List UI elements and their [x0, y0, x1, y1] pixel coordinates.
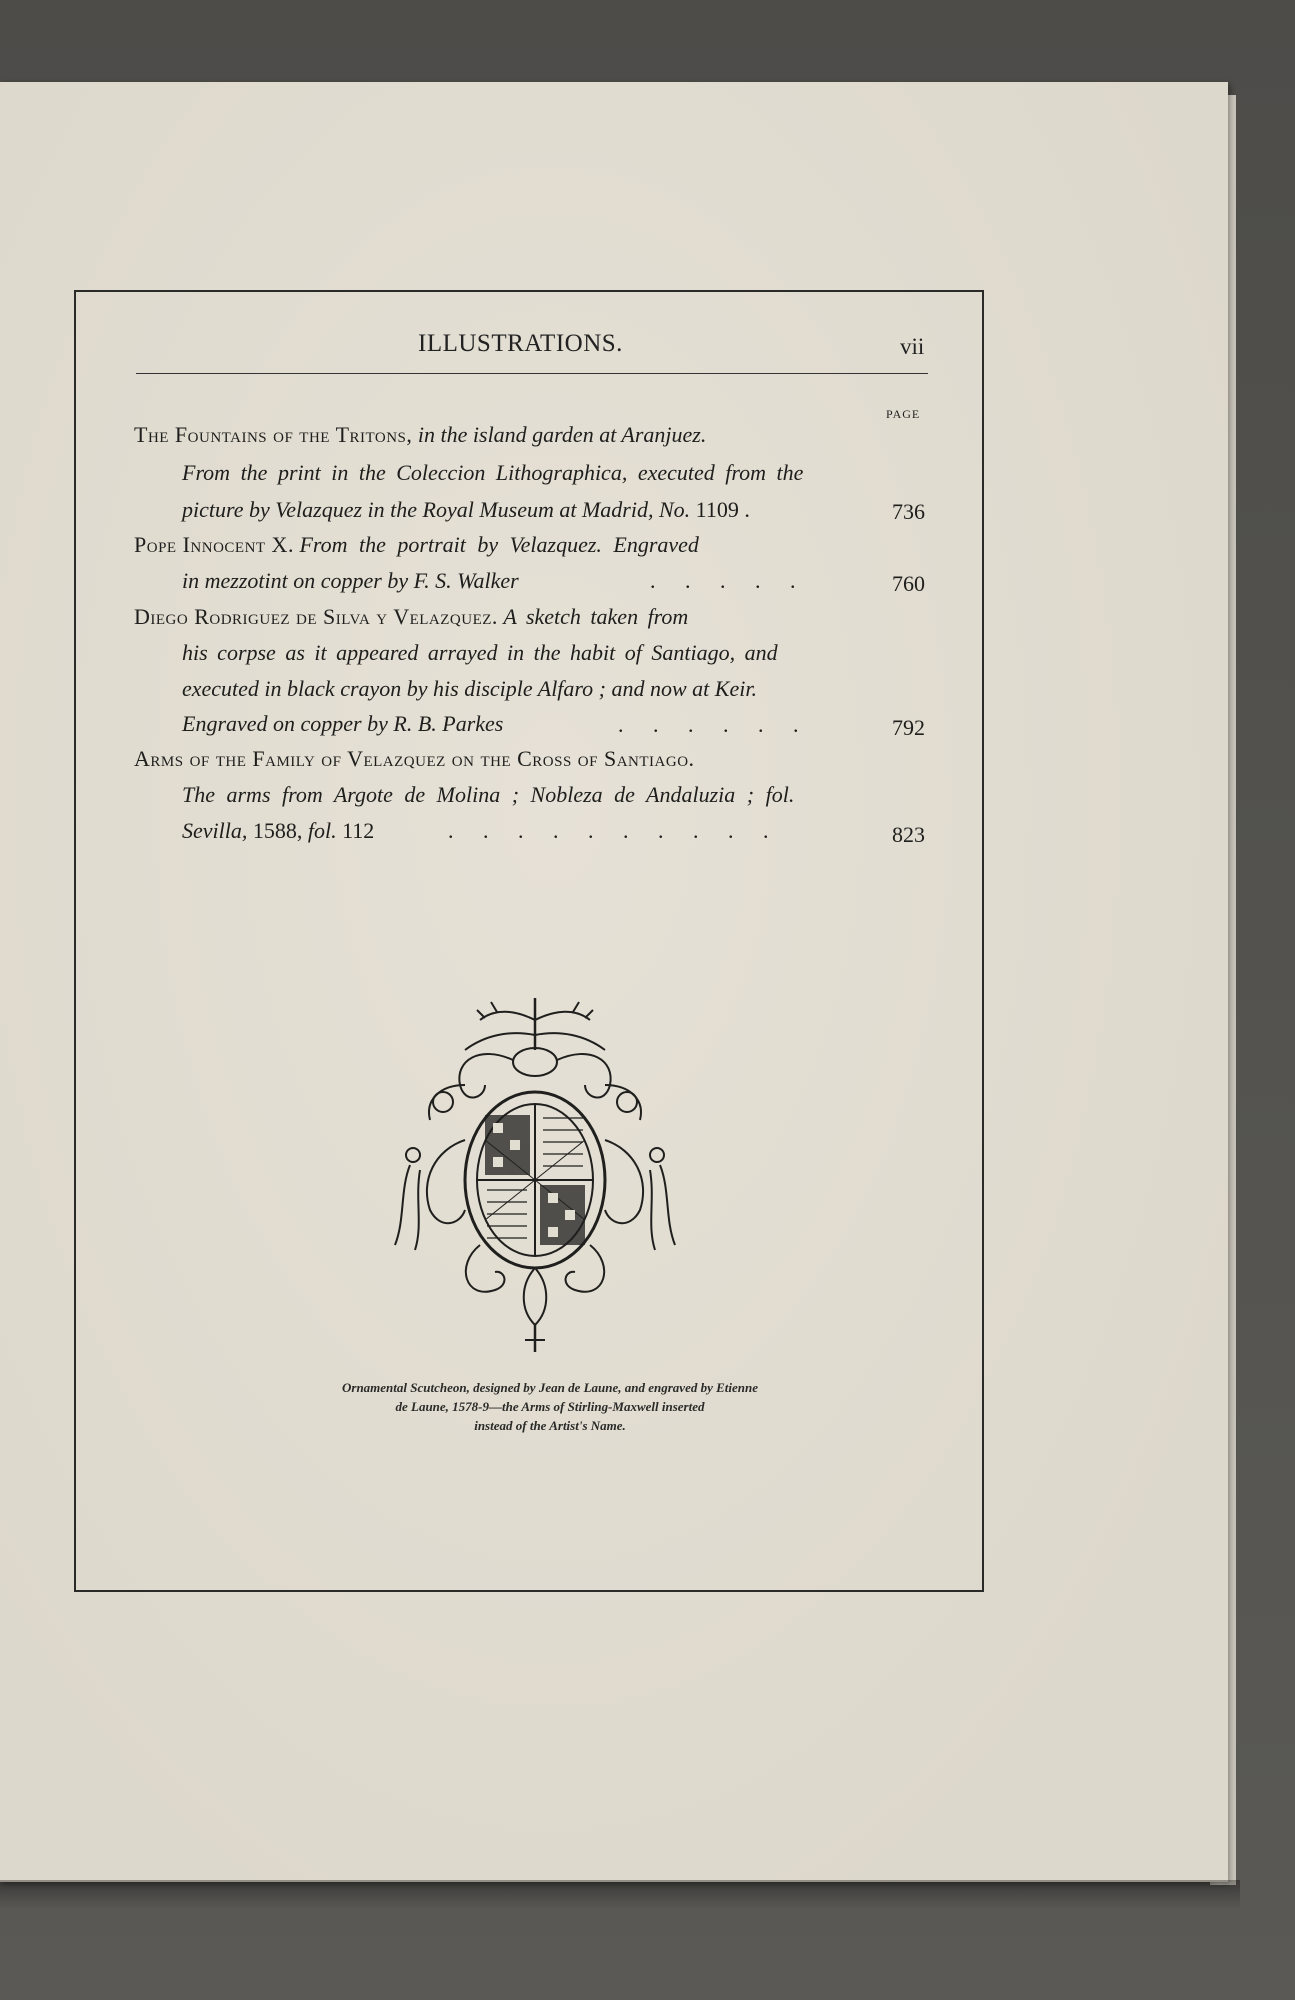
caption-line: de Laune, 1578-9—the Arms of Stirling-Maxwell inserted [395, 1399, 705, 1414]
caption-line: instead of the Artist's Name. [474, 1418, 626, 1433]
entry-text: From the print in the Coleccion Lithographica, executed from the [182, 460, 804, 485]
entry-text: his corpse as it appeared arrayed in the habit of Santiago, and [182, 640, 778, 665]
page-number: 736 [892, 499, 925, 524]
entry-text: picture by Velazquez in the Royal Museum at Madrid, No. [182, 497, 691, 522]
entry-title: Diego Rodriguez de Silva y Velazquez. [134, 604, 498, 629]
running-head [0, 330, 1228, 370]
entry-title: Arms of the Family of Velazquez on the Cross of Santiago. [134, 746, 695, 771]
ornament-caption [200, 1378, 900, 1435]
entry-text: Engraved on copper by R. B. Parkes [182, 711, 504, 736]
entry-text: Sevilla, [182, 818, 248, 843]
entry-fol: fol. [307, 818, 337, 843]
entry-title: Pope Innocent X. [134, 532, 294, 557]
entry-text: The arms from Argote de Molina ; Nobleza de Andaluzia ; fol. [182, 782, 795, 807]
page-shadow [0, 1880, 1240, 1910]
entry-text: A sketch taken from [503, 604, 689, 629]
ornamental-scutcheon-icon [385, 990, 685, 1360]
page-number: 760 [892, 571, 925, 596]
entry-year: 1588, [252, 818, 303, 843]
entry-number: 1109 [695, 497, 739, 522]
caption-line: Ornamental Scutcheon, designed by Jean de Laune, and engraved by Etienne [342, 1380, 758, 1395]
entry-text: From the portrait by Velazquez. Engraved [299, 532, 699, 557]
page-number: 823 [892, 822, 925, 847]
dot-leader: . . . . . [650, 568, 808, 593]
dot-leader: . [744, 497, 750, 522]
page-title: ILLUSTRATIONS. [418, 330, 623, 357]
entry-text: in the island garden at Aranjuez. [417, 422, 707, 447]
page-number: 792 [892, 715, 925, 740]
dot-leader: . . . . . . . . . . [448, 818, 781, 843]
page-column-label: PAGE [886, 407, 921, 421]
entry-number: 112 [342, 818, 375, 843]
entry-title: The Fountains of the Tritons, [134, 422, 413, 447]
dot-leader: . . . . . . [618, 712, 811, 737]
entry-text: executed in black crayon by his disciple Alfaro ; and now at Keir. [182, 676, 757, 701]
folio: vii [900, 334, 925, 359]
entry-text: in mezzotint on copper by F. S. Walker [182, 568, 519, 593]
head-rule [136, 373, 928, 374]
